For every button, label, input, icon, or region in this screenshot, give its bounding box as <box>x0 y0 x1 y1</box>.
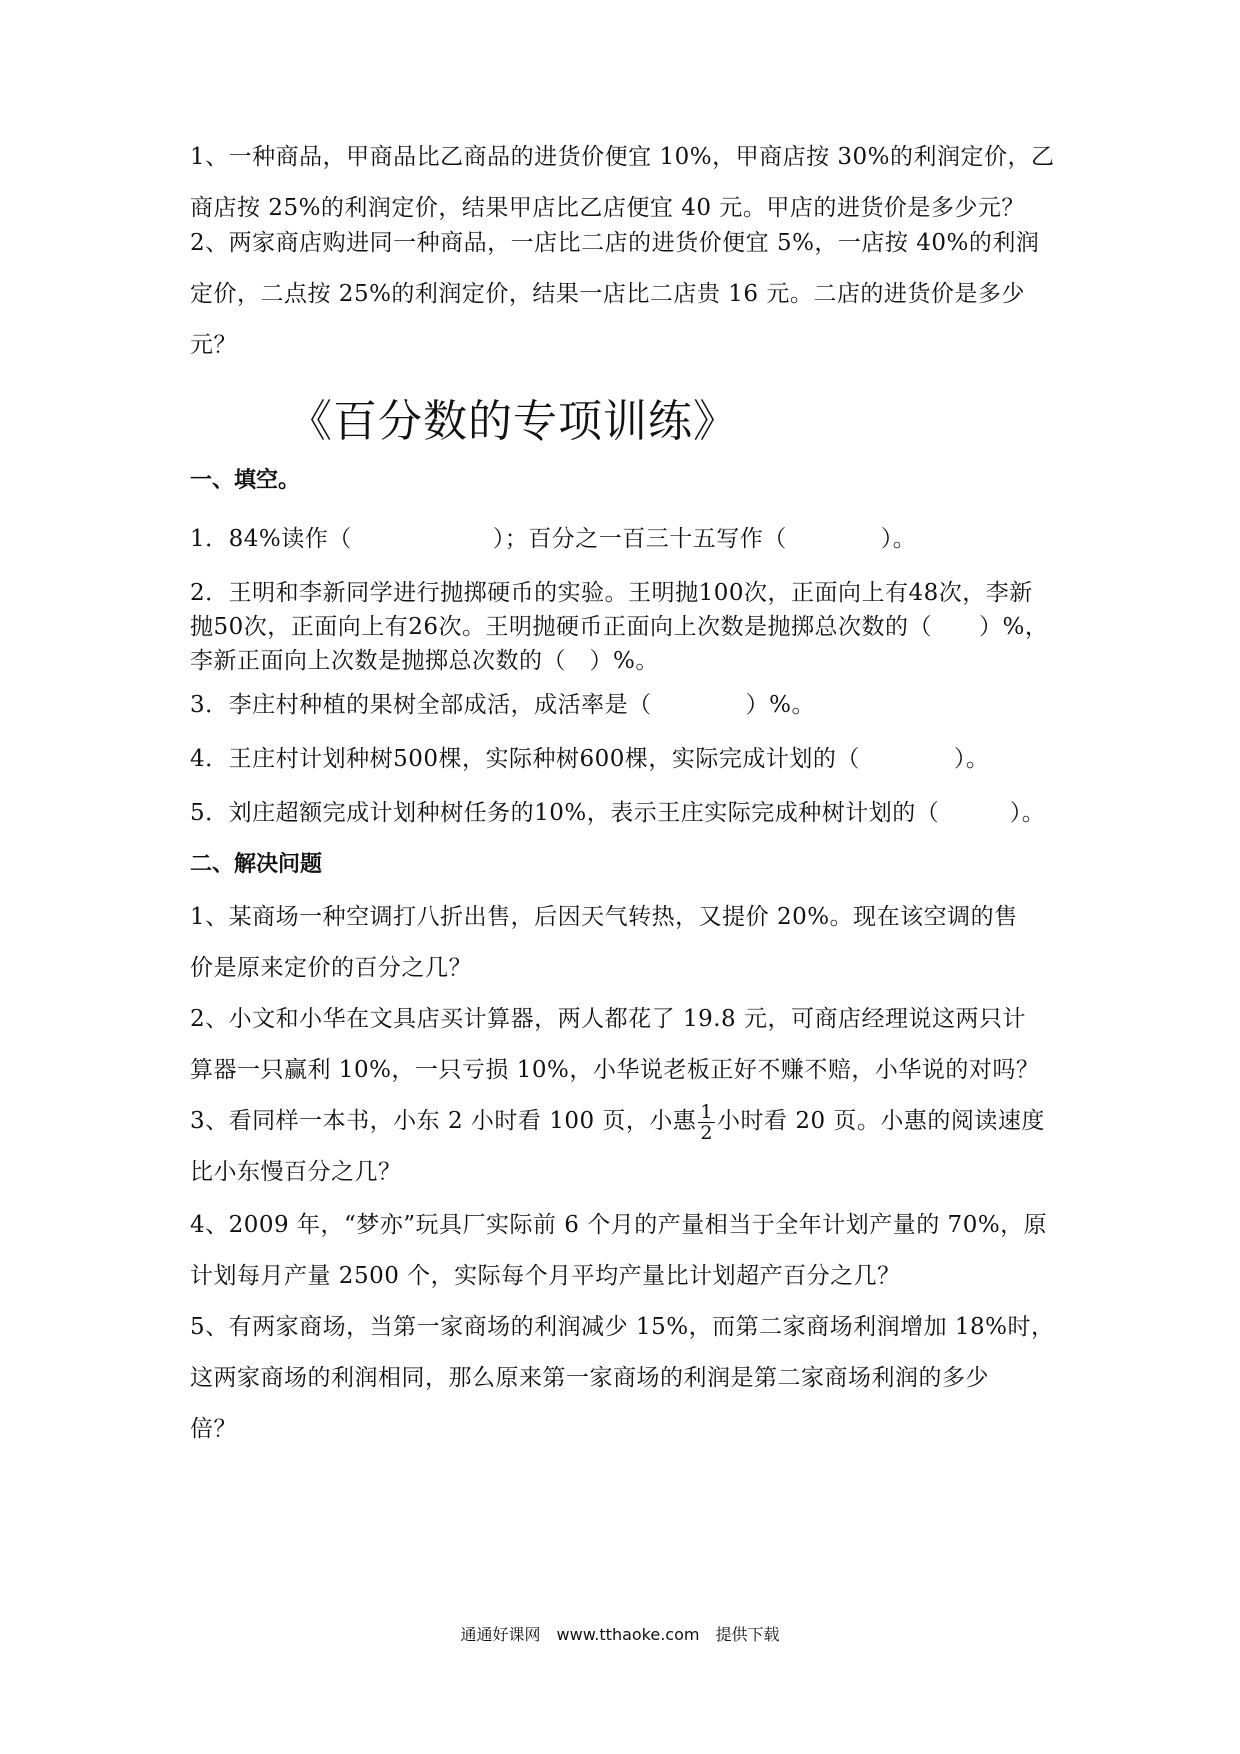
text-line: 李新正面向上次数是抛掷总次数的（ ）%。 <box>190 648 659 674</box>
section-heading-problems: 二、解决问题 <box>190 852 323 877</box>
fill-in-item-5 <box>190 796 1060 830</box>
text-line: 1、某商场一种空调打八折出售，后因天气转热，又提价 20%。现在该空调的售 <box>190 904 1018 930</box>
fraction-numerator: 1 <box>700 1100 714 1123</box>
text-line: 2、小文和小华在文具店买计算器，两人都花了 19.8 元，可商店经理说这两只计 <box>190 1006 1026 1032</box>
fraction-denominator: 2 <box>700 1121 714 1144</box>
text-line: 价是原来定价的百分之几？ <box>190 955 472 981</box>
text-line: 1．84%读作（ ）；百分之一百三十五写作（ ）。 <box>190 526 917 552</box>
text-line: 计划每月产量 2500 个，实际每个月平均产量比计划超产百分之几？ <box>190 1263 901 1289</box>
text-line: 比小东慢百分之几？ <box>190 1159 402 1185</box>
page-title: 《百分数的专项训练》 <box>288 396 738 447</box>
text-line: 3．李庄村种植的果树全部成活，成活率是（ ）%。 <box>190 692 815 718</box>
text-line: 1、一种商品，甲商品比乙商品的进货价便宜 10%，甲商店按 30%的利润定价，乙 <box>190 144 1055 170</box>
text-line: 商店按 25%的利润定价，结果甲店比乙店便宜 40 元。甲店的进货价是多少元？ <box>190 195 1025 221</box>
text-line: 小时看 20 页。小惠的阅读速度 <box>717 1108 1045 1134</box>
problem-3 <box>190 1096 1060 1198</box>
page-footer: 通通好课网 www.tthaoke.com 提供下载 <box>460 1625 780 1644</box>
problem-5 <box>190 1302 1060 1455</box>
problem-2 <box>190 994 1060 1096</box>
section-heading-fill-in: 一、填空。 <box>190 468 301 493</box>
text-line: 3、看同样一本书，小东 2 小时看 100 页，小惠 <box>190 1108 697 1134</box>
intro-problem-2 <box>190 218 1060 371</box>
fill-in-item-3 <box>190 688 1060 722</box>
text-line: 抛50次，正面向上有26次。王明抛硬币正面向上次数是抛掷总次数的（ ）%， <box>190 614 1049 640</box>
text-line: 2．王明和李新同学进行抛掷硬币的实验。王明抛100次，正面向上有48次，李新 <box>190 580 1033 606</box>
text-line: 2、两家商店购进同一种商品，一店比二店的进货价便宜 5%，一店按 40%的利润 <box>190 230 1040 256</box>
text-line: 元？ <box>190 332 237 358</box>
fill-in-item-2 <box>190 576 1060 678</box>
text-line: 5、有两家商场，当第一家商场的利润减少 15%，而第二家商场利润增加 18%时， <box>190 1314 1055 1340</box>
text-line: 4．王庄村计划种树500棵，实际种树600棵，实际完成计划的（ ）。 <box>190 746 990 772</box>
text-line: 5．刘庄超额完成计划种树任务的10%，表示王庄实际完成种树计划的（ ）。 <box>190 800 1046 826</box>
fill-in-item-4 <box>190 742 1060 776</box>
text-line: 倍？ <box>190 1416 237 1442</box>
problem-1 <box>190 892 1060 994</box>
text-line: 这两家商场的利润相同，那么原来第一家商场的利润是第二家商场利润的多少 <box>190 1365 989 1391</box>
problem-4 <box>190 1200 1060 1302</box>
fill-in-item-1 <box>190 522 1060 556</box>
text-line: 4、2009 年，“梦亦”玩具厂实际前 6 个月的产量相当于全年计划产量的 70%，原 <box>190 1212 1048 1238</box>
text-line: 算器一只赢利 10%，一只亏损 10%，小华说老板正好不赚不赔，小华说的对吗？ <box>190 1057 1040 1083</box>
text-line: 定价，二点按 25%的利润定价，结果一店比二店贵 16 元。二店的进货价是多少 <box>190 281 1025 307</box>
fraction-one-half <box>698 1102 715 1143</box>
